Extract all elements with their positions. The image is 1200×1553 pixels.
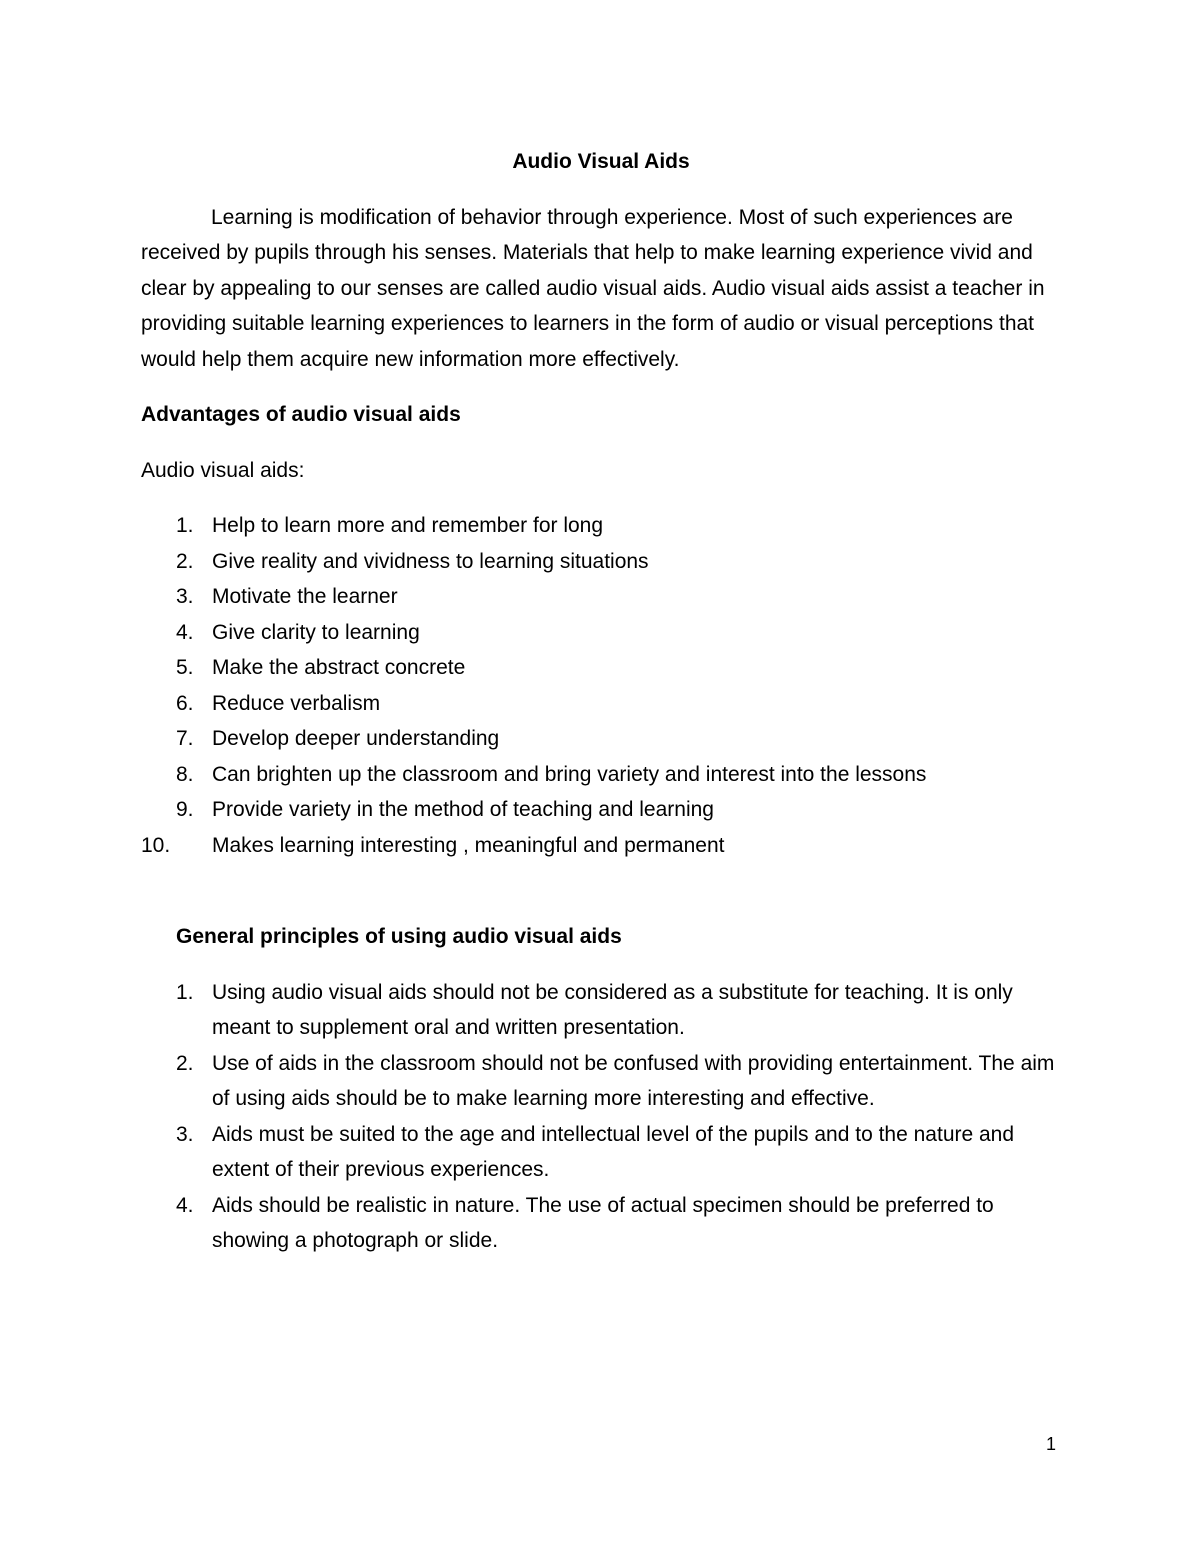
list-item-number: 2. [176,1051,194,1075]
list-item [141,757,1061,793]
advantages-list [141,508,1061,863]
list-item-number: 9. [176,798,194,821]
list-item [141,615,1061,651]
page-content [141,144,1061,1279]
list-item-number: 1. [176,514,194,537]
list-item-text: Using audio visual aids should not be considered as a substitute for teaching. It is only meant to supplement oral and written presentation. [212,980,1013,1039]
list-item-number: 3. [176,1122,194,1146]
intro-paragraph: Learning is modification of behavior through experience. Most of such experiences are received by pupils through his senses. Materials that help to make learning experience vivid and clear by appealing to our senses are called audio visual aids. Audio visual aids assist a teacher in providing suitable learning experiences to learners in the form of audio or visual perceptions that would help them acquire new information more effectively. [141,205,1045,371]
list-item-text: Give reality and vividness to learning situations [212,549,649,573]
list-item [141,686,1061,722]
list-item-text: Develop deeper understanding [212,727,500,750]
list-item-text: Makes learning interesting , meaningful and permanent [212,833,725,857]
list-item-text: Use of aids in the classroom should not be confused with providing entertainment. The aim of using aids should be to make learning more interesting and effective. [212,1051,1055,1110]
list-item-text: Reduce verbalism [212,691,381,715]
list-item [141,1117,1061,1188]
list-item [141,721,1061,757]
list-item-number: 8. [176,762,194,786]
list-item-number: 4. [176,1193,194,1217]
list-item [141,579,1061,615]
list-item-number: 2. [176,549,194,573]
list-item [141,1188,1061,1259]
principles-heading: General principles of using audio visual aids [176,925,622,948]
list-item [141,650,1061,686]
list-item [141,544,1061,580]
list-item-text: Provide variety in the method of teaching and learning [212,798,714,821]
list-item-text: Give clarity to learning [212,620,420,644]
list-item-number: 5. [176,656,194,679]
advantages-lead: Audio visual aids: [141,458,305,482]
list-item [141,1046,1061,1117]
list-item-number: 4. [176,620,194,644]
advantages-heading: Advantages of audio visual aids [141,403,461,426]
list-item-text: Motivate the learner [212,585,398,608]
list-item-text: Make the abstract concrete [212,656,466,679]
page-title: Audio Visual Aids [512,150,690,173]
list-item-number: 7. [176,727,194,750]
list-item-number: 6. [176,691,194,715]
list-item-number: 3. [176,585,194,608]
list-item [141,828,1061,864]
list-item [141,792,1061,828]
list-item-number: 10. [141,833,171,857]
list-item-text: Aids should be realistic in nature. The use of actual specimen should be preferred to showing a photograph or slide. [212,1193,994,1252]
page-number: 1 [1046,1434,1057,1454]
list-item [141,975,1061,1046]
list-item-text: Can brighten up the classroom and bring variety and interest into the lessons [212,762,927,786]
list-item [141,508,1061,544]
list-item-text: Aids must be suited to the age and intellectual level of the pupils and to the nature and extent of their previous experiences. [212,1122,1015,1181]
list-item-text: Help to learn more and remember for long [212,514,604,537]
principles-list [141,975,1061,1259]
list-item-number: 1. [176,980,194,1004]
